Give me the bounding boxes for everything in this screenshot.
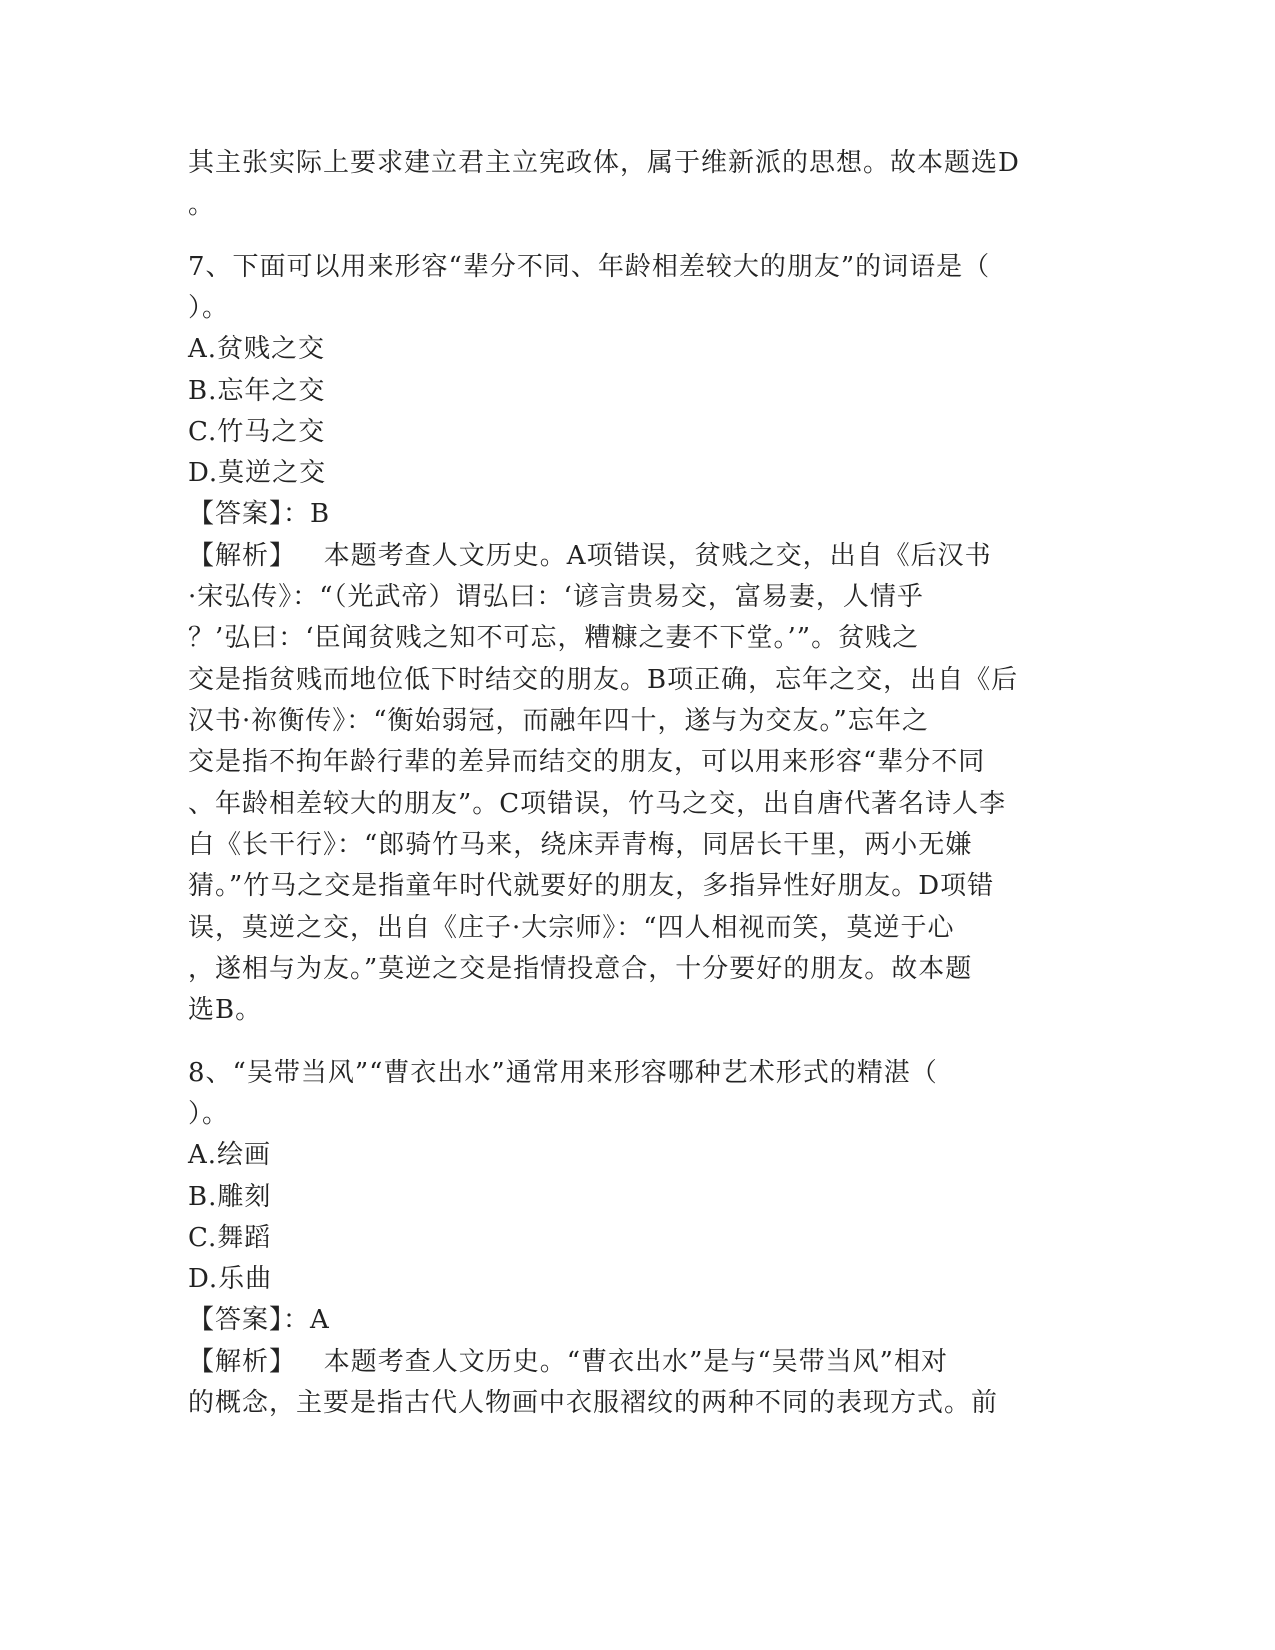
- q8-explanation-line: 的概念，主要是指古代人物画中衣服褶纹的两种不同的表现方式。前: [188, 1388, 999, 1418]
- q7-question-line: ）。: [188, 293, 230, 323]
- q6-explanation-line: 其主张实际上要求建立君主立宪政体，属于维新派的思想。故本题选D: [188, 148, 1020, 178]
- q7-option-a: A.贫贱之交: [188, 334, 326, 364]
- q8-option-d: D.乐曲: [188, 1264, 273, 1294]
- q7-option-c: C.竹马之交: [188, 417, 326, 447]
- q7-explanation-line: 汉书·祢衡传》：“衡始弱冠，而融年四十，遂与为交友。”忘年之: [188, 706, 929, 736]
- q7-explanation-line: 误，莫逆之交，出自《庄子·大宗师》：“四人相视而笑，莫逆于心: [188, 913, 955, 943]
- q8-answer: 【答案】：A: [188, 1305, 330, 1335]
- q7-option-b: B.忘年之交: [188, 376, 326, 406]
- q8-question-line: ）。: [188, 1099, 230, 1129]
- q7-explanation-line: 【解析】 本题考查人文历史。A项错误，贫贱之交，出自《后汉书: [188, 541, 992, 571]
- q6-explanation-line: 。: [188, 190, 216, 220]
- q7-explanation-line: 白《长干行》：“郎骑竹马来，绕床弄青梅，同居长干里，两小无嫌: [188, 830, 973, 860]
- q7-explanation-line: 猜。”竹马之交是指童年时代就要好的朋友，多指异性好朋友。D项错: [188, 871, 995, 901]
- q8-question-line: 8、“吴带当风”“曹衣出水”通常用来形容哪种艺术形式的精湛（: [188, 1058, 938, 1088]
- q7-explanation-line: ·宋弘传》：“（光武帝）谓弘曰：‘谚言贵易交，富易妻，人情乎: [188, 582, 924, 612]
- q8-option-a: A.绘画: [188, 1140, 272, 1170]
- q7-explanation-line: 选B。: [188, 995, 263, 1025]
- q7-question-line: 7、下面可以用来形容“辈分不同、年龄相差较大的朋友”的词语是（: [188, 252, 991, 282]
- q8-option-b: B.雕刻: [188, 1182, 272, 1212]
- q7-answer: 【答案】：B: [188, 499, 331, 529]
- q8-option-c: C.舞蹈: [188, 1223, 272, 1253]
- q7-explanation-line: ？’弘曰：‘臣闻贫贱之知不可忘，糟糠之妻不下堂。’”。贫贱之: [188, 623, 920, 653]
- q7-explanation-line: 交是指不拘年龄行辈的差异而结交的朋友，可以用来形容“辈分不同: [188, 747, 986, 777]
- q7-option-d: D.莫逆之交: [188, 458, 327, 488]
- q8-explanation-line: 【解析】 本题考查人文历史。“曹衣出水”是与“吴带当风”相对: [188, 1347, 948, 1377]
- q7-explanation-line: ，遂相与为友。”莫逆之交是指情投意合，十分要好的朋友。故本题: [188, 954, 973, 984]
- q7-explanation-line: 、年龄相差较大的朋友”。C项错误，竹马之交，出自唐代著名诗人李: [188, 789, 1007, 819]
- q7-explanation-line: 交是指贫贱而地位低下时结交的朋友。B项正确，忘年之交，出自《后: [188, 665, 1019, 695]
